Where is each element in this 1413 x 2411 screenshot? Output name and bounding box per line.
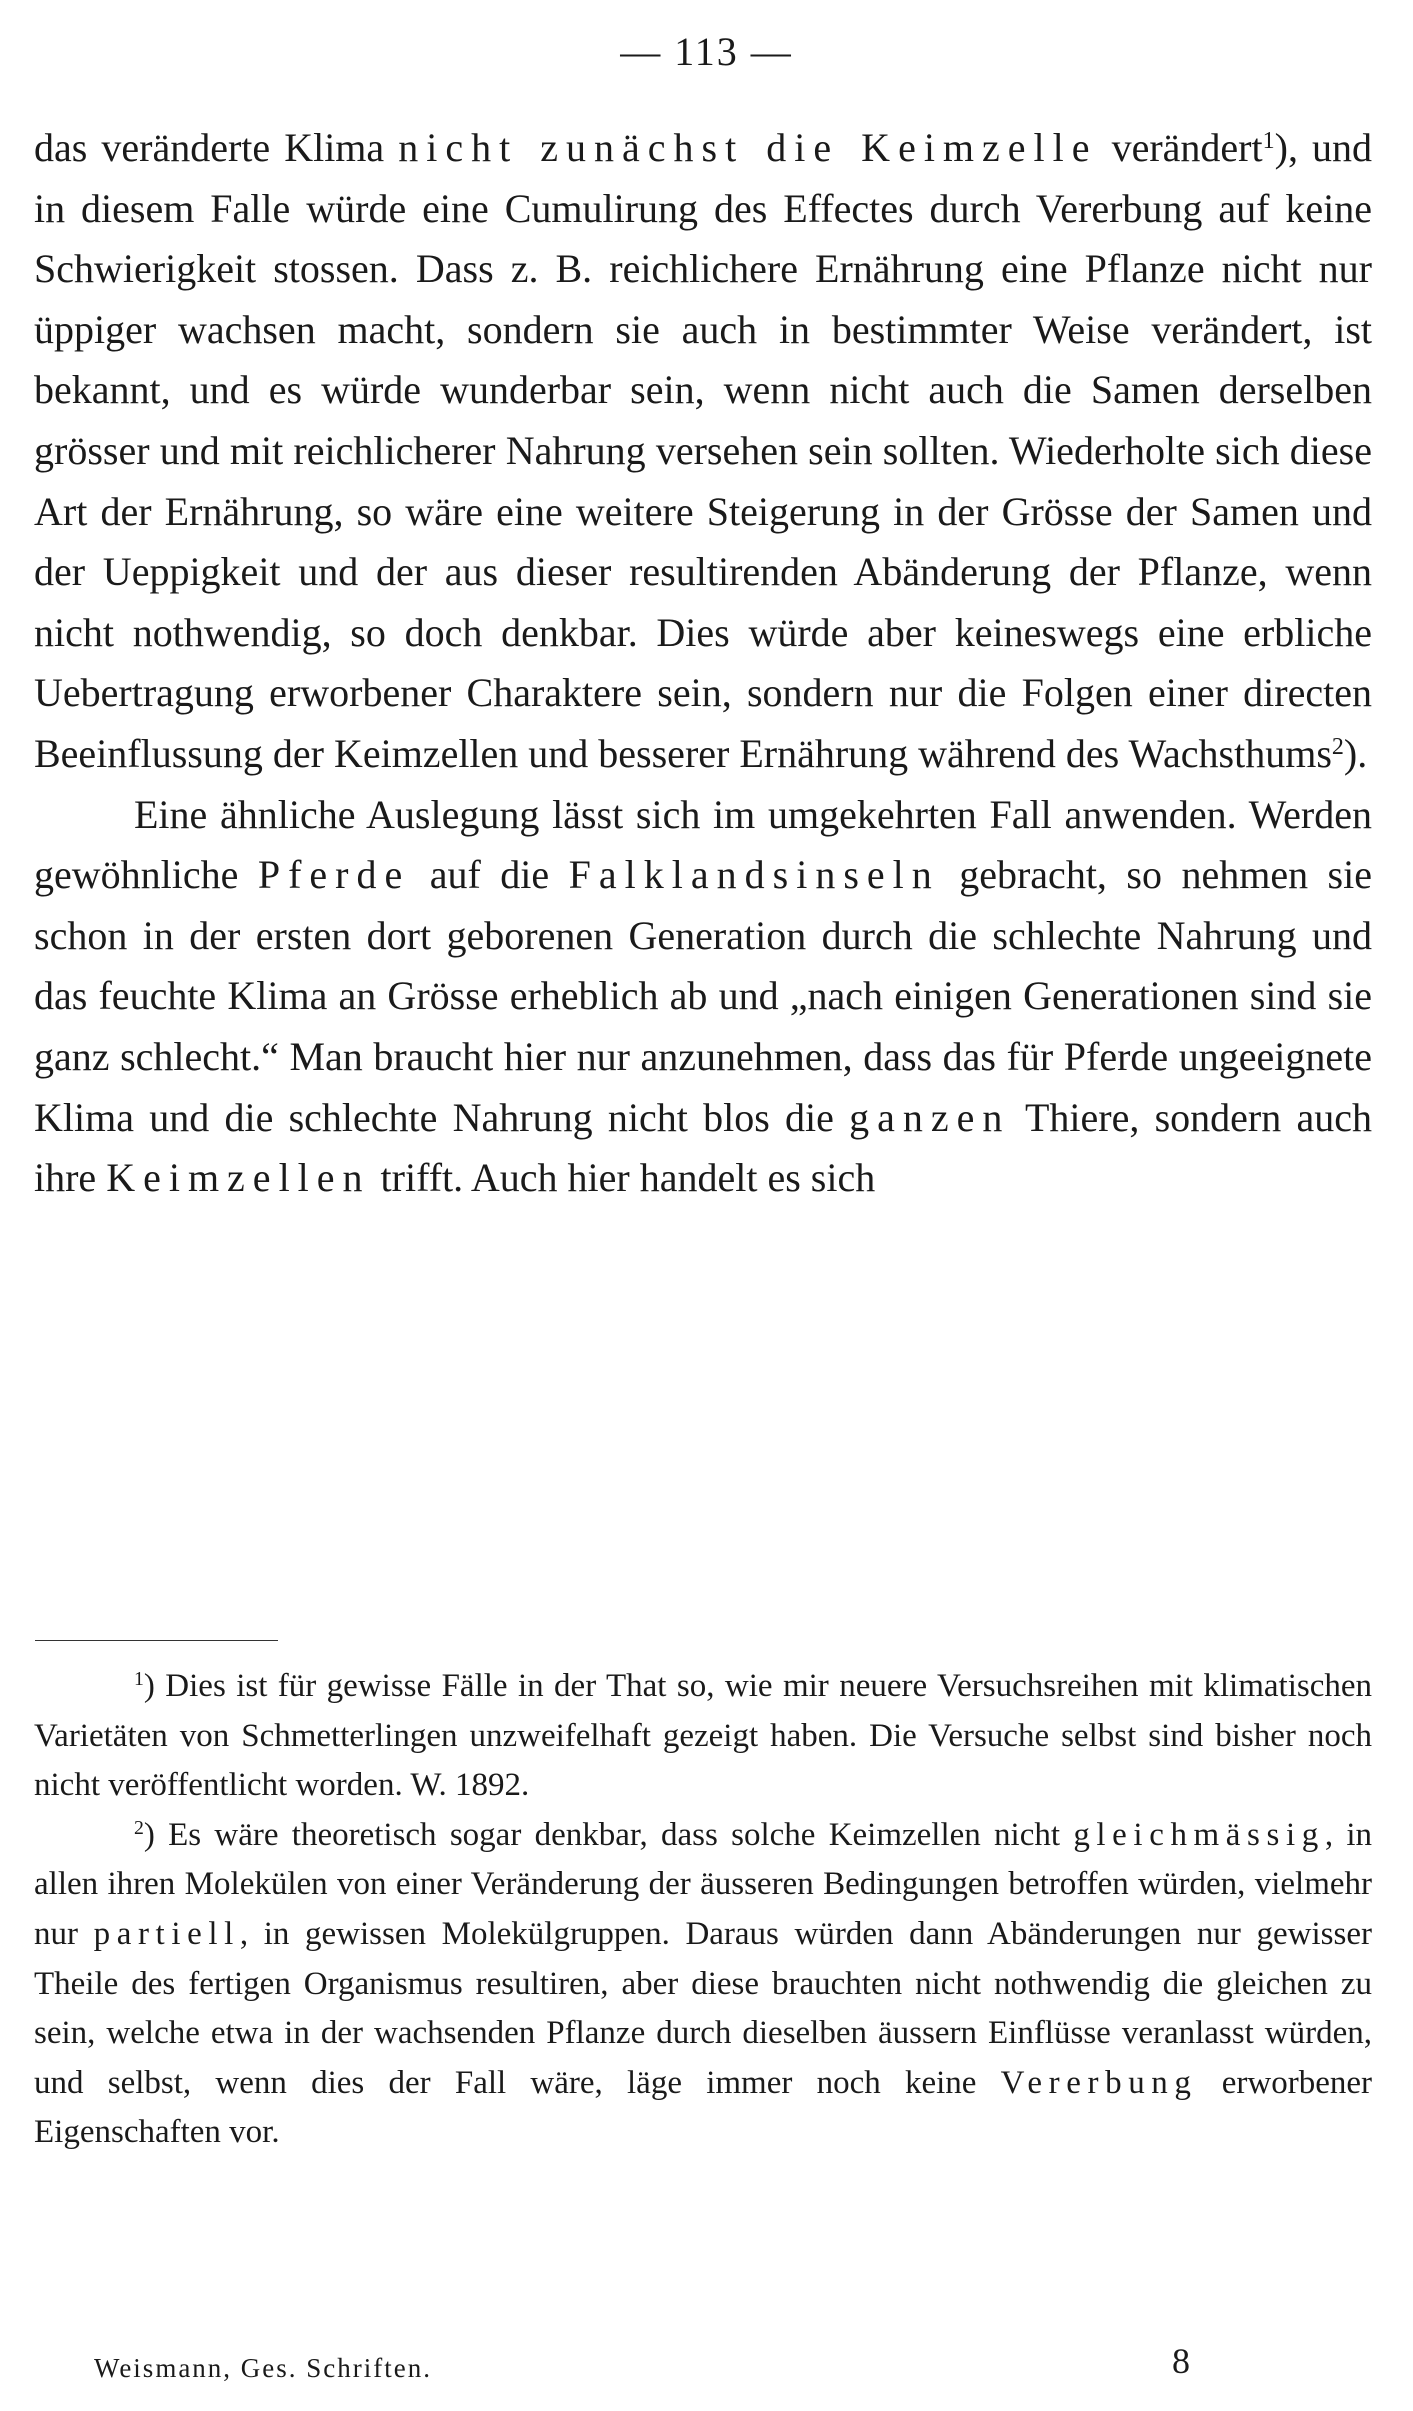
text-run: auf die <box>410 852 569 898</box>
text-run: ) Dies ist für gewisse Fälle in der That so, wie mir neuere Versuchsreihen mit klimatischen Varietäten von Schmetterlingen unzweifelhaft gezeigt haben. Die Versuche selbst sind bisher noch nicht veröffentlicht worden. W. 1892. <box>34 1668 1372 1804</box>
spaced-emphasis: partiell <box>93 1915 240 1952</box>
page-number: — 113 — <box>620 29 793 74</box>
text-run: ) Es wäre theoretisch sogar denkbar, dass solche Keimzellen nicht <box>143 1816 1074 1853</box>
spaced-emphasis: Keimzellen <box>106 1155 371 1201</box>
paragraph <box>34 785 1372 1209</box>
sheet-signature: 8 <box>1172 2341 1190 2381</box>
footnote <box>34 1662 1372 1811</box>
spaced-emphasis: gleichmässig <box>1073 1816 1325 1853</box>
main-text <box>34 118 1372 1209</box>
text-run: ). <box>1343 730 1368 776</box>
text-run: verändert <box>1097 125 1263 170</box>
footnotes <box>34 1662 1372 2158</box>
spaced-emphasis: ganzen <box>849 1094 1011 1140</box>
text-run: ), und in diesem Falle würde eine Cumulirung des Effectes durch Vererbung auf keine Schwierigkeit stossen. Dass z. B. reichlichere Ernährung eine Pflanze nicht nur üppiger wachsen macht, sondern sie auch in bestimmter Weise verändert, ist bekannt, und es würde wunderbar sein, wenn nicht auch die Samen derselben grösser und mit reichlicherer Nahrung versehen sein sollten. Wiederholte sich diese Art der Ernährung, so wäre eine weitere Steigerung in der Grösse der Samen und der Ueppigkeit und der aus dieser resultirenden Abänderung der Pflanze, wenn nicht nothwendig, so doch denkbar. Dies würde aber keineswegs eine erbliche Uebertragung erworbener Charaktere sein, sondern nur die Folgen einer directen Beeinflussung der Keimzellen und besserer Ernährung während des Wachsthums <box>34 125 1372 776</box>
footnote-marker: 2 <box>134 1816 144 1839</box>
footer-signature: Weismann, Ges. Schriften. <box>94 2353 433 2383</box>
text-run: Eine ähnliche Auslegung lässt sich im umgekehrten Fall anwenden. Werden gewöhnliche <box>34 791 1372 898</box>
text-run: gebracht, so nehmen sie schon in der ersten dort geborenen Generation durch die schlechte Nahrung und das feuchte Klima an Grösse erheblich ab und „nach einigen Generationen sind sie ganz schlecht.“ Man braucht hier nur anzunehmen, dass das für Pferde ungeeignete Klima und die schlechte Nahrung nicht blos die <box>34 852 1372 1140</box>
text-run: erworbener Eigenschaften vor. <box>34 2064 1372 2151</box>
text-run: , in gewissen Molekülgruppen. Daraus würden dann Abänderungen nur gewisser Theile des fertigen Organismus resultiren, aber diese brauchten nicht nothwendig die gleichen zu sein, welche etwa in der wachsenden Pflanze durch dieselben äussern Einflüsse veranlasst würden, und selbst, wenn dies der Fall wäre, läge immer noch keine <box>34 1915 1372 2101</box>
footnote-marker: 1 <box>134 1668 144 1691</box>
text-run: , in allen ihren Molekülen von einer Veränderung der äusseren Bedingungen betroffen würden, vielmehr nur <box>34 1816 1372 1952</box>
footnote <box>34 1811 1372 2158</box>
footnote-ref: 2 <box>1331 733 1344 760</box>
footnote-divider <box>35 1640 278 1641</box>
spaced-emphasis: Pferde <box>257 852 411 898</box>
paragraph <box>34 118 1372 785</box>
text-run: trifft. Auch hier handelt es sich <box>370 1155 876 1201</box>
spaced-emphasis: Falklandsinseln <box>568 852 940 898</box>
spaced-emphasis: Vererbung <box>1000 2064 1198 2101</box>
footnote-ref: 1 <box>1262 127 1275 154</box>
text-run: das veränderte Klima <box>34 125 399 170</box>
text-run: Thiere, sondern auch ihre <box>34 1094 1372 1201</box>
spaced-emphasis: nicht zunächst die Keimzelle <box>398 125 1098 170</box>
